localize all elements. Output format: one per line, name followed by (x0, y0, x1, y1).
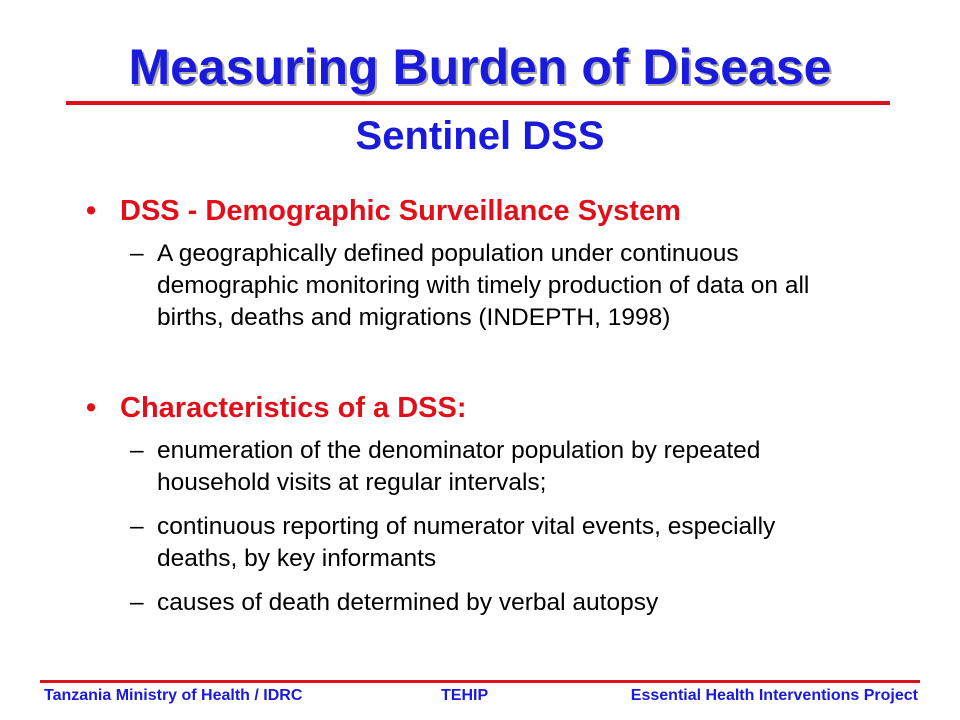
title-underline (66, 101, 890, 105)
subpoint-marker: – (130, 589, 144, 616)
subpoint-text: continuous reporting of numerator vital events, especially deaths, by key informants (157, 513, 776, 572)
footer-center: TEHIP (441, 687, 489, 704)
subpoint-text: enumeration of the denominator population by repeated household visits at regular intervals; (157, 437, 761, 496)
bullet-marker: • (86, 392, 97, 424)
bullet-heading: DSS - Demographic Surveillance System (120, 195, 681, 227)
footer-divider (40, 680, 920, 683)
slide-subtitle: Sentinel DSS (355, 114, 605, 158)
subpoint-marker: – (130, 513, 144, 540)
footer-right: Essential Health Interventions Project (630, 687, 918, 704)
subpoint-text: A geographically defined population under continuous demographic monitoring with timely production of data on all births, deaths and migrations (INDEPTH, 1998) (157, 240, 810, 331)
footer-left: Tanzania Ministry of Health / IDRC (44, 687, 303, 704)
slide-title: Measuring Burden of Disease (128, 39, 832, 95)
subpoint-marker: – (130, 437, 144, 464)
bullet-heading: Characteristics of a DSS: (120, 392, 467, 424)
bullet-marker: • (86, 195, 97, 227)
subpoint-text: causes of death determined by verbal autopsy (157, 589, 659, 616)
subpoint-marker: – (130, 240, 144, 267)
